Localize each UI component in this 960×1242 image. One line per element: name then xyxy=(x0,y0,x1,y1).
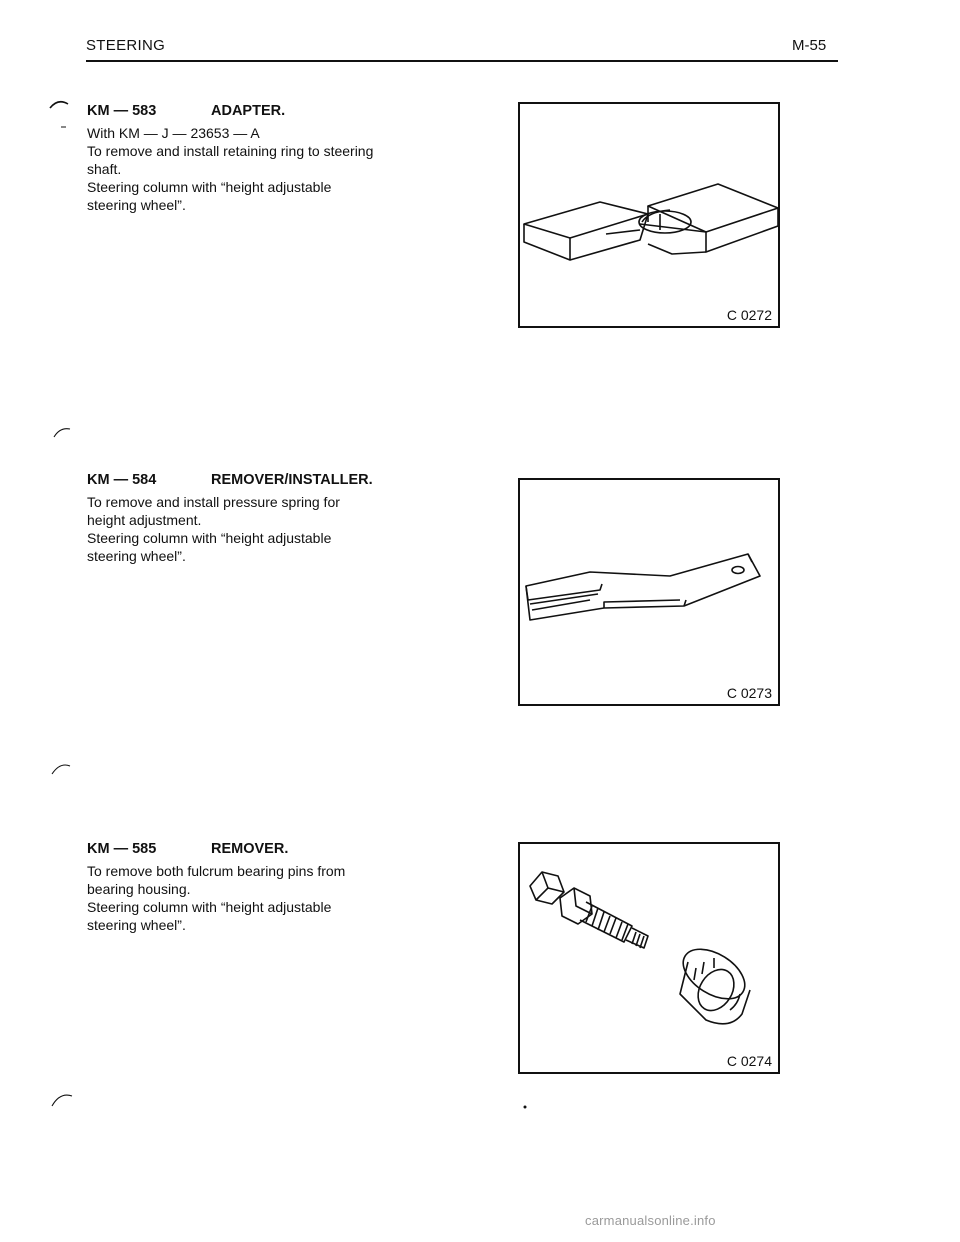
body-line: Steering column with “height adjustable xyxy=(87,179,332,195)
tool-section-km583 xyxy=(87,102,447,214)
running-header-section: STEERING xyxy=(86,37,166,54)
body-line: bearing housing. xyxy=(87,881,191,897)
margin-mark-1 xyxy=(48,98,70,110)
figure-adapter xyxy=(518,102,780,328)
tool-code: KM — 583 xyxy=(87,103,157,119)
margin-mark-5 xyxy=(50,1090,76,1108)
tool-name: REMOVER/INSTALLER. xyxy=(211,472,373,488)
figure-remover-installer xyxy=(518,478,780,706)
margin-mark-2 xyxy=(60,124,68,130)
tool-title xyxy=(87,840,447,862)
remover-installer-illustration xyxy=(520,480,778,704)
body-line: steering wheel”. xyxy=(87,197,186,213)
figure-code: C 0274 xyxy=(726,1053,772,1069)
tool-section-km584 xyxy=(87,471,447,565)
margin-mark-4 xyxy=(50,760,74,776)
watermark: carmanualsonline.info xyxy=(585,1213,716,1228)
tool-section-km585 xyxy=(87,840,447,934)
body-line: With KM — J — 23653 — A xyxy=(87,125,260,141)
remover-illustration xyxy=(520,844,778,1072)
adapter-illustration xyxy=(520,104,778,326)
body-line: To remove and install retaining ring to steering xyxy=(87,143,374,159)
tool-code: KM — 584 xyxy=(87,472,157,488)
header-rule xyxy=(86,60,838,62)
margin-mark-3 xyxy=(52,425,74,439)
body-line: shaft. xyxy=(87,161,122,177)
body-line: height adjustment. xyxy=(87,512,202,528)
tool-code: KM — 585 xyxy=(87,841,157,857)
body-line: steering wheel”. xyxy=(87,917,186,933)
tool-name: REMOVER. xyxy=(211,841,289,857)
tool-name: ADAPTER. xyxy=(211,103,286,119)
body-line: Steering column with “height adjustable xyxy=(87,530,332,546)
tool-title xyxy=(87,102,447,124)
stray-dot xyxy=(522,1104,528,1110)
figure-code: C 0272 xyxy=(726,307,772,323)
body-line: steering wheel”. xyxy=(87,548,186,564)
figure-remover xyxy=(518,842,780,1074)
figure-code: C 0273 xyxy=(726,685,772,701)
tool-title xyxy=(87,471,447,493)
page-number: M-55 xyxy=(792,37,827,54)
body-line: Steering column with “height adjustable xyxy=(87,899,332,915)
body-line: To remove both fulcrum bearing pins from xyxy=(87,863,346,879)
body-line: To remove and install pressure spring for xyxy=(87,494,340,510)
